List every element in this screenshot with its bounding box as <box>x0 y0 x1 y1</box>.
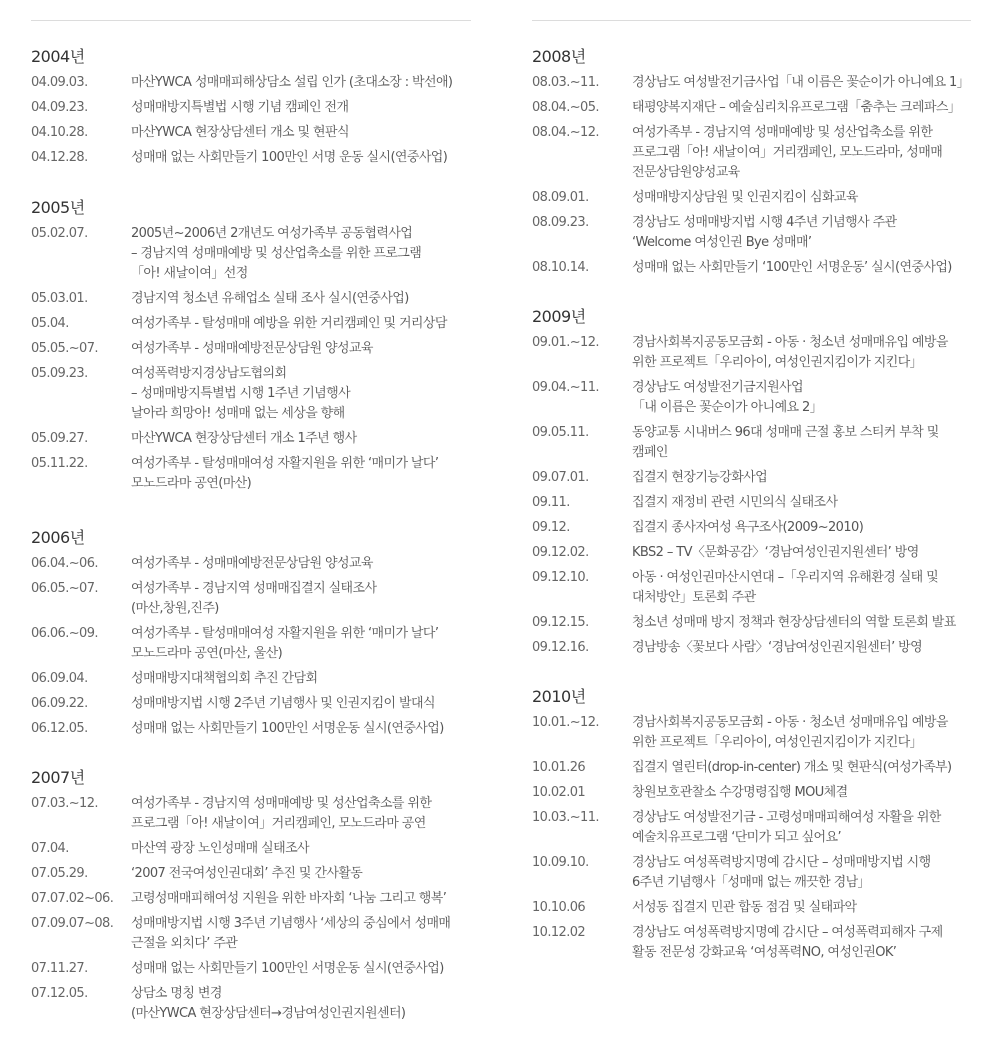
entry-date: 09.12.16. <box>532 640 589 655</box>
entry-description: 성매매방지대책협의회 추진 간담회 <box>131 671 318 686</box>
year-heading: 2006년 <box>31 528 85 547</box>
timeline-entry <box>31 224 471 284</box>
entry-date: 06.09.22. <box>31 696 88 711</box>
timeline-entry <box>532 378 972 418</box>
timeline-entry <box>31 864 471 884</box>
left-top-divider <box>31 20 471 21</box>
entry-description: 경남사회복지공동모금회 - 아동 · 청소년 성매매유입 예방을 위한 프로젝트「우리아이, 여성인권지킴이가 지킨다」 <box>632 335 948 370</box>
entry-description: 청소년 성매매 방지 정책과 현장상담센터의 역할 토론회 발표 <box>632 615 956 630</box>
entry-description: 상담소 명칭 변경 (마산YWCA 현장상담센터→경남여성인권지원센터) <box>131 986 406 1021</box>
timeline-entry <box>532 898 972 918</box>
entry-date: 09.12.02. <box>532 545 589 560</box>
timeline-entry <box>532 808 972 848</box>
entry-description: 마산YWCA 현장상담센터 개소 1주년 행사 <box>131 431 357 446</box>
entry-description: 경상남도 여성폭력방지명예 감시단 – 성매매방지법 시행 6주년 기념행사「성매매 없는 깨끗한 경남」 <box>632 855 931 890</box>
entry-description: 여성폭력방지경상남도협의회 – 성매매방지특별법 시행 1주년 기념행사 날아라 희망아! 성매매 없는 세상을 향해 <box>131 366 351 421</box>
entry-date: 04.12.28. <box>31 150 88 165</box>
entry-date: 08.09.01. <box>532 190 589 205</box>
entry-date: 08.09.23. <box>532 215 589 230</box>
timeline-entry <box>532 543 972 563</box>
year-section <box>31 197 471 499</box>
timeline-entry <box>31 454 471 494</box>
entry-description: 경상남도 여성발전기금사업「내 이름은 꽃순이가 아니예요 1」 <box>632 75 970 90</box>
entry-date: 09.12.10. <box>532 570 589 585</box>
entry-description: KBS2 – TV〈문화공감〉‘경남여성인권지원센터’ 방영 <box>632 545 919 560</box>
timeline-entry <box>31 148 471 168</box>
year-section <box>31 527 471 744</box>
timeline-entry <box>31 364 471 424</box>
entry-date: 10.02.01 <box>532 785 586 800</box>
entry-date: 08.10.14. <box>532 260 589 275</box>
entry-date: 09.07.01. <box>532 470 589 485</box>
entry-date: 05.02.07. <box>31 226 88 241</box>
entry-date: 07.04. <box>31 841 69 856</box>
right-top-divider <box>532 20 971 21</box>
timeline-entry <box>532 493 972 513</box>
entry-description: 여성가족부 - 경남지역 성매매집결지 실태조사 (마산,창원,진주) <box>131 581 377 616</box>
entry-date: 10.10.06 <box>532 900 586 915</box>
entry-date: 07.09.07~08. <box>31 916 114 931</box>
entry-description: 경상남도 여성폭력방지명예 감시단 – 여성폭력피해자 구제 활동 전문성 강화교육 ‘여성폭력NO, 여성인권OK’ <box>632 925 943 960</box>
entry-description: 마산YWCA 현장상담센터 개소 및 현판식 <box>131 125 349 140</box>
entry-date: 04.09.03. <box>31 75 88 90</box>
timeline-entry <box>532 853 972 893</box>
entry-description: 2005년~2006년 2개년도 여성가족부 공동협력사업 – 경남지역 성매매예방 및 성산업축소를 위한 프로그램 「아! 새날이여」선정 <box>131 226 422 281</box>
timeline-entry <box>31 719 471 739</box>
timeline-entry <box>532 923 972 963</box>
entry-description: 경상남도 성매매방지법 시행 4주년 기념행사 주관 ‘Welcome 여성인권 Bye 성매매’ <box>632 215 897 250</box>
entry-date: 10.01.~12. <box>532 715 599 730</box>
entry-description: 집결지 열린터(drop-in-center) 개소 및 현판식(여성가족부) <box>632 760 952 775</box>
entry-description: 경남지역 청소년 유해업소 실태 조사 실시(연중사업) <box>131 291 409 306</box>
entry-description: 성매매방지특별법 시행 기념 캠페인 전개 <box>131 100 349 115</box>
entry-date: 05.09.23. <box>31 366 88 381</box>
entry-description: 성매매 없는 사회만들기 100만인 서명 운동 실시(연중사업) <box>131 150 448 165</box>
entry-date: 06.06.~09. <box>31 626 98 641</box>
timeline-entry <box>532 73 972 93</box>
entry-description: 태평양복지재단 – 예술심리치유프로그램「춤추는 크레파스」 <box>632 100 961 115</box>
year-section <box>31 767 471 1029</box>
entry-date: 09.12. <box>532 520 570 535</box>
entry-description: 성매매 없는 사회만들기 ‘100만인 서명운동’ 실시(연중사업) <box>632 260 952 275</box>
entry-description: 경남방송〈꽃보다 사람〉‘경남여성인권지원센터’ 방영 <box>632 640 923 655</box>
entry-description: 여성가족부 - 성매매예방전문상담원 양성교육 <box>131 341 373 356</box>
entry-date: 07.03.~12. <box>31 796 98 811</box>
entry-description: 성매매방지상담원 및 인권지킴이 심화교육 <box>632 190 858 205</box>
entry-description: 경상남도 여성발전기금지원사업 「내 이름은 꽃순이가 아니예요 2」 <box>632 380 823 415</box>
year-heading: 2005년 <box>31 198 85 217</box>
entry-description: 여성가족부 - 성매매예방전문상담원 양성교육 <box>131 556 373 571</box>
entry-description: 마산역 광장 노인성매매 실태조사 <box>131 841 310 856</box>
entry-date: 07.11.27. <box>31 961 88 976</box>
timeline-entry <box>31 794 471 834</box>
timeline-entry <box>532 423 972 463</box>
entry-description: 집결지 현장기능강화사업 <box>632 470 768 485</box>
year-section <box>532 46 972 283</box>
entry-date: 06.05.~07. <box>31 581 98 596</box>
entry-description: 여성가족부 - 경남지역 성매매예방 및 성산업축소를 위한 프로그램「아! 새날이여」거리캠페인, 모노드라마 공연 <box>131 796 432 831</box>
timeline-entry <box>31 554 471 574</box>
timeline-entry <box>532 518 972 538</box>
entry-description: 여성가족부 - 탈성매매여성 자활지원을 위한 ‘매미가 날다’ 모노드라마 공연(마산, 울산) <box>131 626 439 661</box>
entry-description: 창원보호관찰소 수강명령집행 MOU체결 <box>632 785 848 800</box>
timeline-entry <box>31 429 471 449</box>
entry-date: 09.04.~11. <box>532 380 599 395</box>
entry-description: 경상남도 여성발전기금 - 고령성매매피해여성 자활을 위한 예술치유프로그램 ‘단미가 되고 싶어요’ <box>632 810 941 845</box>
entry-date: 05.11.22. <box>31 456 88 471</box>
entry-date: 06.09.04. <box>31 671 88 686</box>
timeline-entry <box>532 638 972 658</box>
timeline-entry <box>31 914 471 954</box>
entry-date: 05.09.27. <box>31 431 88 446</box>
timeline-entry <box>532 258 972 278</box>
entry-date: 10.03.~11. <box>532 810 599 825</box>
entry-date: 07.07.02~06. <box>31 891 114 906</box>
entry-date: 05.05.~07. <box>31 341 98 356</box>
timeline-entry <box>532 188 972 208</box>
year-heading: 2007년 <box>31 768 85 787</box>
entry-date: 07.12.05. <box>31 986 88 1001</box>
entry-date: 05.04. <box>31 316 69 331</box>
timeline-entry <box>532 758 972 778</box>
entry-description: 집결지 재정비 관련 시민의식 실태조사 <box>632 495 838 510</box>
entry-description: 경남사회복지공동모금회 - 아동 · 청소년 성매매유입 예방을 위한 프로젝트「우리아이, 여성인권지킴이가 지킨다」 <box>632 715 948 750</box>
entry-date: 10.01.26 <box>532 760 586 775</box>
entry-description: 아동 · 여성인권마산시연대 –「우리지역 유해환경 실태 및 대처방안」토론회 주관 <box>632 570 939 605</box>
year-heading: 2008년 <box>532 47 586 66</box>
timeline-entry <box>532 123 972 183</box>
timeline-entry <box>31 73 471 93</box>
entry-date: 08.04.~05. <box>532 100 599 115</box>
timeline-entry <box>532 613 972 633</box>
entry-description: 여성가족부 - 경남지역 성매매예방 및 성산업축소를 위한 프로그램「아! 새날이여」거리캠페인, 모노드라마, 성매매 전문상담원양성교육 <box>632 125 943 180</box>
timeline-entry <box>532 783 972 803</box>
entry-date: 10.12.02 <box>532 925 586 940</box>
timeline-entry <box>31 123 471 143</box>
timeline-entry <box>31 289 471 309</box>
timeline-entry <box>532 568 972 608</box>
year-heading: 2010년 <box>532 687 586 706</box>
year-section <box>532 686 972 968</box>
entry-description: 성매매 없는 사회만들기 100만인 서명운동 실시(연중사업) <box>131 721 444 736</box>
entry-date: 09.01.~12. <box>532 335 599 350</box>
entry-date: 07.05.29. <box>31 866 88 881</box>
timeline-entry <box>532 713 972 753</box>
entry-description: 고령성매매피해여성 지원을 위한 바자회 ‘나눔 그리고 행복’ <box>131 891 447 906</box>
year-heading: 2009년 <box>532 307 586 326</box>
entry-date: 09.11. <box>532 495 570 510</box>
entry-date: 06.04.~06. <box>31 556 98 571</box>
entry-description: 성매매방지법 시행 2주년 기념행사 및 인권지킴이 발대식 <box>131 696 435 711</box>
timeline-entry <box>532 468 972 488</box>
timeline-entry <box>31 889 471 909</box>
entry-description: 성매매 없는 사회만들기 100만인 서명운동 실시(연중사업) <box>131 961 444 976</box>
year-section <box>31 46 471 173</box>
timeline-entry <box>31 579 471 619</box>
entry-description: 서성동 집결지 민관 합동 점검 및 실태파악 <box>632 900 857 915</box>
entry-date: 09.12.15. <box>532 615 589 630</box>
timeline-entry <box>532 98 972 118</box>
timeline-entry <box>31 98 471 118</box>
timeline-entry <box>532 213 972 253</box>
entry-description: 집결지 종사자여성 욕구조사(2009~2010) <box>632 520 864 535</box>
timeline-entry <box>31 339 471 359</box>
entry-date: 09.05.11. <box>532 425 589 440</box>
year-section <box>532 306 972 663</box>
entry-description: 동양교통 시내버스 96대 성매매 근절 홍보 스티커 부착 및 캠페인 <box>632 425 939 460</box>
entry-date: 04.09.23. <box>31 100 88 115</box>
entry-description: ‘2007 전국여성인권대회’ 추진 및 간사활동 <box>131 866 363 881</box>
entry-date: 06.12.05. <box>31 721 88 736</box>
entry-date: 08.04.~12. <box>532 125 599 140</box>
entry-description: 마산YWCA 성매매피해상담소 설립 인가 (초대소장 : 박선애) <box>131 75 453 90</box>
year-heading: 2004년 <box>31 47 85 66</box>
timeline-entry <box>31 624 471 664</box>
entry-date: 04.10.28. <box>31 125 88 140</box>
timeline-entry <box>31 959 471 979</box>
timeline-entry <box>532 333 972 373</box>
timeline-entry <box>31 314 471 334</box>
timeline-entry <box>31 984 471 1024</box>
entry-date: 10.09.10. <box>532 855 589 870</box>
timeline-entry <box>31 839 471 859</box>
timeline-entry <box>31 669 471 689</box>
entry-date: 08.03.~11. <box>532 75 599 90</box>
timeline-entry <box>31 694 471 714</box>
entry-description: 여성가족부 - 탈성매매 예방을 위한 거리캠페인 및 거리상담 <box>131 316 447 331</box>
entry-date: 05.03.01. <box>31 291 88 306</box>
entry-description: 여성가족부 - 탈성매매여성 자활지원을 위한 ‘매미가 날다’ 모노드라마 공연(마산) <box>131 456 439 491</box>
entry-description: 성매매방지법 시행 3주년 기념행사 ‘세상의 중심에서 성매매 근절을 외치다’ 주관 <box>131 916 451 951</box>
